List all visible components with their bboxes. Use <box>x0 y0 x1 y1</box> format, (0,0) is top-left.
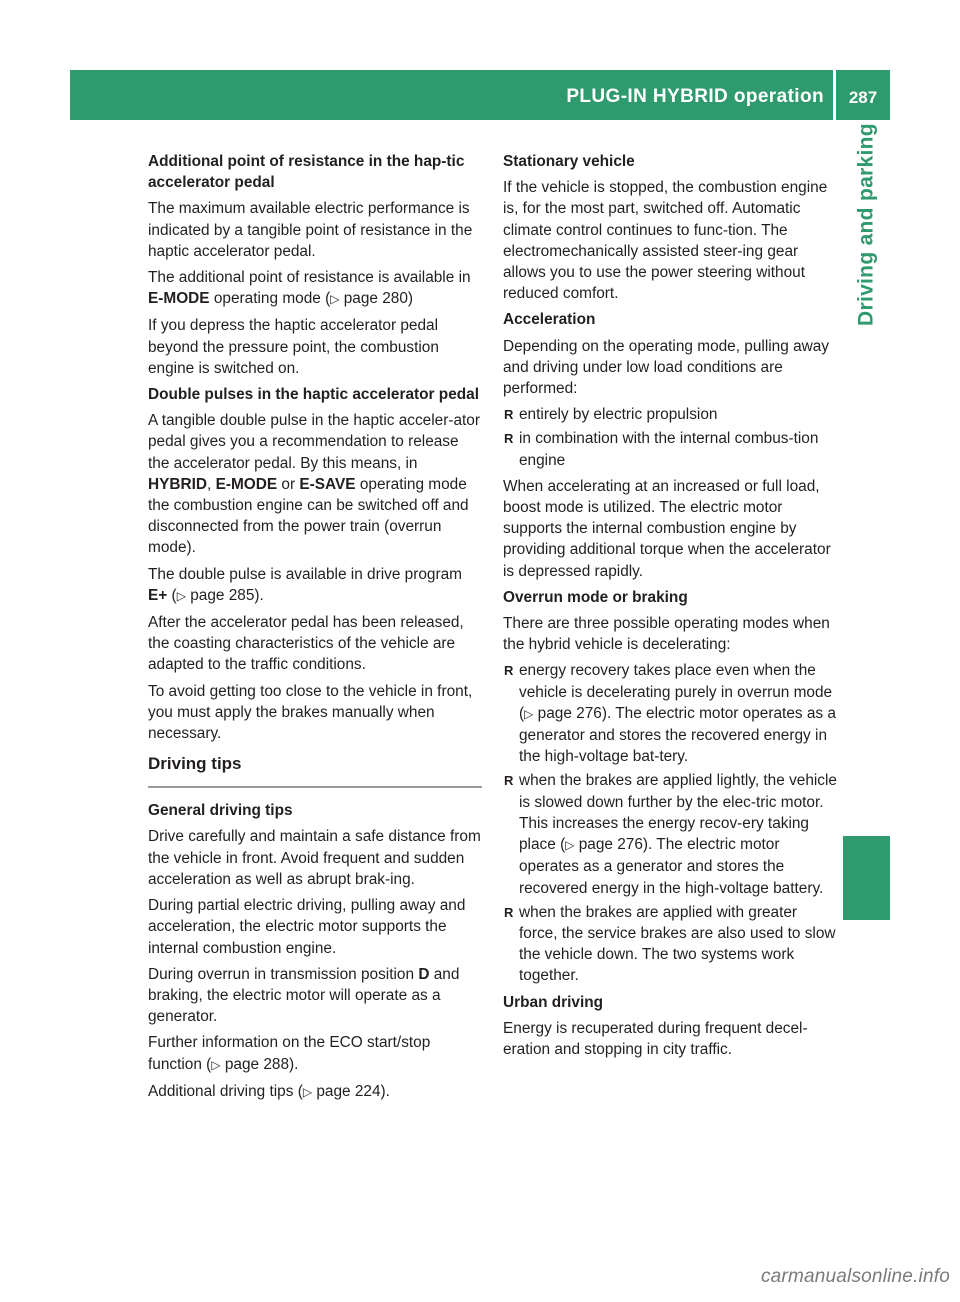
bullet-list <box>503 404 837 471</box>
bullet-icon: R <box>504 904 514 920</box>
paragraph: After the accelerator pedal has been released, the coasting characteristics of the vehicle are adapted to the traffic conditions. <box>148 614 464 674</box>
paragraph: The double pulse is available in drive program E+ (▷ page 285). <box>148 565 462 604</box>
chapter-title: PLUG-IN HYBRID operation <box>566 86 824 107</box>
bullet-icon: R <box>504 773 514 789</box>
paragraph: To avoid getting too close to the vehicle in front, you must apply the brakes manually when necessary. <box>148 682 473 743</box>
list-item: R entirely by electric propulsion <box>503 404 837 425</box>
right-column <box>503 151 837 1065</box>
mode-label: E-MODE <box>215 475 278 493</box>
page-reference-link[interactable]: page 285). <box>190 586 264 604</box>
watermark: carmanualsonline.info <box>760 1266 950 1287</box>
bullet-list <box>503 660 837 986</box>
paragraph: If the vehicle is stopped, the combustion engine is, for the most part, switched off. Automatic climate control continues to func-tion. The electromechanically assisted steer-ing gear allows you to use the power steering without reduced comfort. <box>503 179 828 303</box>
paragraph: Additional driving tips (▷ page 224). <box>148 1082 390 1100</box>
page-reference-link[interactable]: page 224). <box>316 1082 390 1100</box>
page-reference-link[interactable]: page 280) <box>343 290 414 308</box>
heading-overrun-braking: Overrun mode or braking <box>503 588 688 606</box>
section-heading-driving-tips: Driving tips <box>148 752 482 788</box>
paragraph: Drive carefully and maintain a safe distance from the vehicle in front. Avoid frequent and sudden acceleration as well as abrupt brak-ing. <box>148 828 481 888</box>
mode-label: E-MODE <box>148 290 210 308</box>
paragraph: When accelerating at an increased or full load, boost mode is utilized. The electric motor supports the internal combustion engine by providing additional torque when the accelerator is depressed rapidly. <box>503 477 831 580</box>
page-ref-arrow-icon: ▷ <box>565 838 575 853</box>
heading-stationary-vehicle: Stationary vehicle <box>503 153 635 170</box>
page-ref-arrow-icon: ▷ <box>524 706 534 721</box>
paragraph: If you depress the haptic accelerator pedal beyond the pressure point, the combustion engine is switched on. <box>148 317 439 377</box>
drive-program-label: E+ <box>148 586 168 604</box>
page-reference-link[interactable]: page 276). The electric motor operates as a generator and stores the recovered energy in the high-voltage bat-tery. <box>519 704 836 766</box>
paragraph: The additional point of resistance is available in E-MODE operating mode (▷ page 280) <box>148 269 471 308</box>
mode-label: HYBRID <box>148 475 207 493</box>
paragraph: A tangible double pulse in the haptic acceler-ator pedal gives you a recommendation to release the accelerator pedal. By this means, in HYBRID, E-MODE or E-SAVE operating mode the combustion engine can be switched off and disconnected from the power train (overrun mode). <box>148 412 480 557</box>
paragraph: The maximum available electric performance is indicated by a tangible point of resistance in the haptic accelerator pedal. <box>148 200 473 260</box>
left-column <box>148 151 482 1108</box>
heading-double-pulses: Double pulses in the haptic accelerator pedal <box>148 386 479 404</box>
paragraph: There are three possible operating modes when the hybrid vehicle is decelerating: <box>503 615 830 654</box>
paragraph: Further information on the ECO start/stop function (▷ page 288). <box>148 1034 431 1073</box>
page-ref-arrow-icon: ▷ <box>211 1057 221 1072</box>
page-reference-link[interactable]: page 288). <box>224 1055 299 1073</box>
list-item: R energy recovery takes place even when the vehicle is decelerating purely in overrun mode (▷ page 276). The electric motor operates as a generator and stores the recovered energy in the high-voltage bat-tery. <box>504 662 836 766</box>
paragraph: Energy is recuperated during frequent decel-eration and stopping in city traffic. <box>503 1019 808 1058</box>
mode-label: E-SAVE <box>299 475 356 493</box>
paragraph: During partial electric driving, pulling away and acceleration, the electric motor supports the internal combustion engine. <box>148 897 466 957</box>
bullet-icon: R <box>504 431 514 447</box>
paragraph: Depending on the operating mode, pulling away and driving under low load conditions are performed: <box>503 337 829 398</box>
side-tab-marker <box>843 836 890 920</box>
heading-urban-driving: Urban driving <box>503 993 604 1011</box>
list-item: R when the brakes are applied lightly, the vehicle is slowed down further by the elec-tric motor. This increases the energy recov-ery taking place (▷ page 276). The electric motor operates as a generator and stores the recovered energy in the high-voltage battery. <box>504 772 837 897</box>
heading-acceleration: Acceleration <box>503 311 596 329</box>
section-side-tab: Driving and parking <box>854 123 878 327</box>
list-item: R in combination with the internal combus-tion engine <box>504 430 819 469</box>
list-item: R when the brakes are applied with greater force, the service brakes are also used to slow the vehicle down. The two systems work together. <box>504 903 836 985</box>
page-ref-arrow-icon: ▷ <box>176 588 186 603</box>
gear-position-label: D <box>418 965 430 983</box>
page-ref-arrow-icon: ▷ <box>330 292 340 307</box>
bullet-icon: R <box>504 663 514 679</box>
heading-general-driving-tips: General driving tips <box>148 802 293 820</box>
page-ref-arrow-icon: ▷ <box>302 1084 313 1099</box>
paragraph: During overrun in transmission position D and braking, the electric motor will operate as a generator. <box>148 965 460 1026</box>
page-number: 287 <box>848 88 878 107</box>
heading-resistance-point: Additional point of resistance in the hap-tic accelerator pedal <box>148 153 465 192</box>
page-reference-link[interactable]: page 276). The electric motor operates as a generator and stores the recovered energy in the high-voltage battery. <box>519 836 824 897</box>
bullet-icon: R <box>504 407 514 423</box>
